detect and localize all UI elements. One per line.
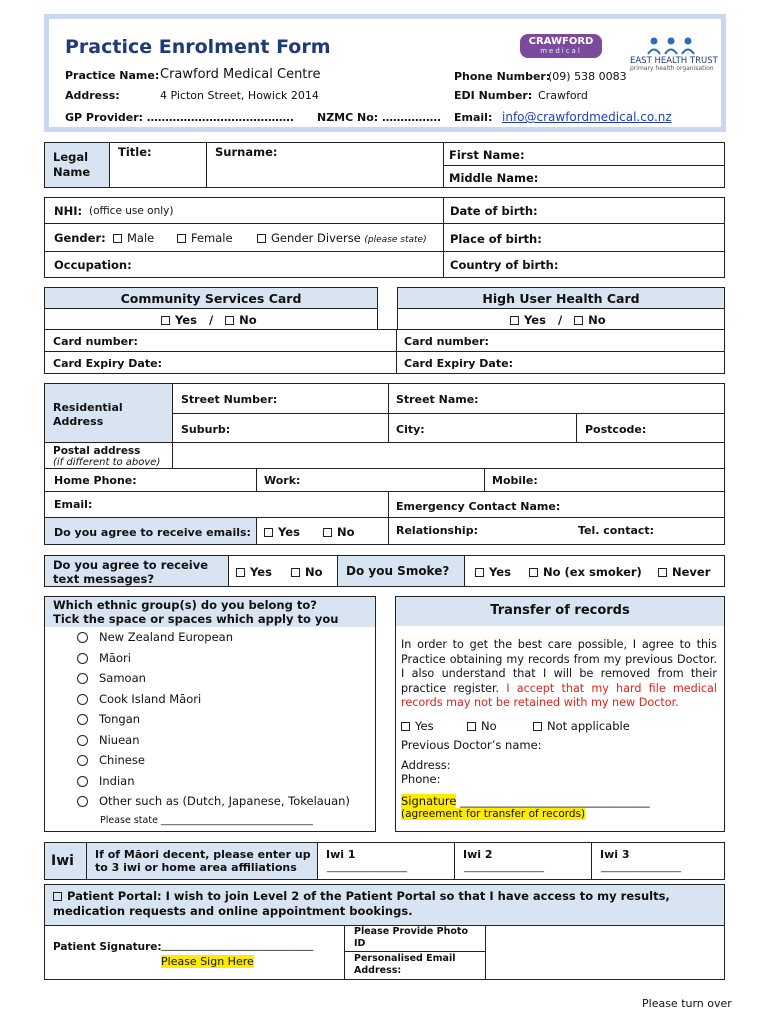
iwi-instruction: If of Māori decent, please enter up to 3 iwi or home area affiliations: [95, 848, 311, 874]
smoke-cell: [337, 555, 465, 587]
texts-yes-label: Yes: [250, 565, 272, 579]
smoke-no-ex-checkbox[interactable]: [529, 568, 538, 577]
previous-doctor-address-label: Address:: [401, 758, 451, 772]
hu-yes-no: [510, 313, 606, 327]
iwi3-field[interactable]: [591, 842, 725, 880]
nhi-label: NHI:: [54, 204, 83, 218]
csc-yes-no-row: [44, 308, 378, 330]
city-label: City:: [396, 423, 425, 436]
iwi-label: Iwi: [51, 853, 74, 869]
phone-value: (09) 538 0083: [548, 70, 627, 83]
texts-yes-option[interactable]: [236, 565, 272, 579]
hu-title: High User Health Card: [482, 291, 640, 306]
hu-yes-checkbox[interactable]: [510, 316, 519, 325]
ethnic-radio-3[interactable]: [77, 694, 88, 705]
iwi-instruction-cell: [86, 842, 318, 880]
texts-no-option[interactable]: [291, 565, 323, 579]
title-field[interactable]: [109, 142, 207, 188]
nhi-note: (office use only): [89, 205, 174, 217]
portal-text-content: Patient Portal: I wish to join Level 2 of the Patient Portal so that I have access to my results, medication requests and online appointment bookings.: [53, 889, 670, 918]
emails-yes-label: Yes: [278, 525, 300, 539]
iwi3-label: Iwi 3: [600, 848, 630, 861]
relationship-field[interactable]: [388, 517, 725, 545]
female-checkbox[interactable]: [177, 234, 186, 243]
iwi2-line: ________________: [464, 862, 544, 873]
middle-name-label: Middle Name:: [449, 171, 539, 185]
texts-yes-checkbox[interactable]: [236, 568, 245, 577]
pob-label: Place of birth:: [450, 232, 542, 246]
signature-label: Signature: [401, 794, 457, 808]
patient-signature-label: Patient Signature:: [53, 941, 162, 953]
texts-no-checkbox[interactable]: [291, 568, 300, 577]
mobile-field[interactable]: [484, 468, 725, 492]
smoke-never-checkbox[interactable]: [658, 568, 667, 577]
ethnic-radio-4[interactable]: [77, 714, 88, 725]
csc-yes-checkbox[interactable]: [161, 316, 170, 325]
postcode-label: Postcode:: [585, 423, 647, 436]
logo-subtext: medical: [540, 47, 582, 55]
male-checkbox[interactable]: [113, 234, 122, 243]
transfer-no-option[interactable]: [467, 719, 497, 733]
ethnic-radio-5[interactable]: [77, 735, 88, 746]
smoke-options: [464, 555, 725, 587]
ethnic-option-2: Samoan: [99, 671, 146, 685]
dob-label: Date of birth:: [450, 204, 538, 218]
ethnic-please-state[interactable]: Please state ________________________________: [100, 815, 313, 826]
legal-name-label: Legal Name: [53, 150, 91, 179]
ethnic-option-8: Other such as (Dutch, Japanese, Tokelauan): [99, 794, 350, 808]
address-value: 4 Picton Street, Howick 2014: [160, 89, 319, 102]
ethnic-option-6: Chinese: [99, 753, 145, 767]
iwi3-line: ________________: [601, 862, 681, 873]
transfer-no-label: No: [481, 719, 497, 733]
phone-label: Phone Number:: [454, 70, 551, 83]
female-option[interactable]: [177, 231, 233, 245]
photo-id-label: Please Provide Photo ID: [354, 926, 468, 949]
texts-no-label: No: [305, 565, 323, 579]
country-field[interactable]: [443, 251, 725, 278]
previous-doctor-label: Previous Doctor’s name:: [401, 738, 542, 752]
country-label: Country of birth:: [450, 258, 559, 272]
email-field[interactable]: [44, 491, 389, 518]
previous-doctor-phone-label: Phone:: [401, 772, 441, 786]
occupation-label: Occupation:: [54, 258, 132, 272]
ethnic-option-4: Tongan: [99, 712, 141, 726]
smoke-yes-option[interactable]: [475, 565, 511, 579]
male-option[interactable]: [113, 231, 154, 245]
ethnic-option-0: New Zealand European: [99, 630, 234, 644]
female-label: Female: [191, 231, 233, 245]
title-label: Title:: [118, 145, 152, 159]
ethnic-radio-1[interactable]: [77, 653, 88, 664]
east-health-logo-icon: [646, 36, 696, 56]
csc-card-number-label: Card number:: [53, 335, 138, 348]
form-title: Practice Enrolment Form: [65, 36, 331, 58]
agree-texts-label: Do you agree to receive text messages?: [53, 558, 209, 586]
postal-label: Postal address: [53, 445, 141, 457]
street-number-label: Street Number:: [181, 393, 278, 406]
agreement-note: (agreement for transfer of records): [401, 808, 586, 820]
gender-row: [44, 223, 444, 252]
edi-value: Crawford: [538, 89, 588, 102]
street-name-label: Street Name:: [396, 393, 479, 406]
ethnic-option-3: Cook Island Māori: [99, 692, 202, 706]
ethnic-option-7: Indian: [99, 774, 135, 788]
ethnic-radio-2[interactable]: [77, 673, 88, 684]
work-phone-label: Work:: [264, 474, 301, 487]
emails-yes-checkbox[interactable]: [264, 528, 273, 537]
portal-checkbox[interactable]: [53, 892, 62, 901]
gender-diverse-option[interactable]: [257, 231, 427, 245]
csc-no-checkbox[interactable]: [225, 316, 234, 325]
emails-no-option[interactable]: [323, 525, 355, 539]
transfer-no-checkbox[interactable]: [467, 722, 476, 731]
nhi-field[interactable]: [44, 197, 444, 224]
portal-cell: [44, 884, 725, 926]
personal-email-cell: [344, 951, 486, 980]
iwi1-label: Iwi 1: [326, 848, 356, 861]
agree-texts-cell: [44, 555, 229, 587]
home-phone-label: Home Phone:: [54, 474, 137, 487]
transfer-na-label: Not applicable: [547, 719, 630, 733]
agree-emails-options: [256, 517, 389, 545]
smoke-label: Do you Smoke?: [346, 564, 450, 578]
address-label: Address:: [65, 89, 120, 102]
street-name-field[interactable]: [388, 383, 725, 414]
csc-yes-no: [161, 313, 257, 327]
pob-field[interactable]: [443, 223, 725, 252]
surname-field[interactable]: [206, 142, 444, 188]
gender-diverse-label: Gender Diverse: [271, 231, 361, 245]
east-health-logo-subtext: primary health organisation: [630, 65, 714, 72]
edi-label: EDI Number:: [454, 89, 533, 102]
male-label: Male: [127, 231, 155, 245]
gender-diverse-checkbox[interactable]: [257, 234, 266, 243]
surname-label: Surname:: [215, 145, 278, 159]
logo-text: CRAWFORD: [528, 36, 594, 47]
practice-name-value: Crawford Medical Centre: [160, 67, 321, 82]
middle-name-field[interactable]: [443, 165, 725, 188]
transfer-na-checkbox[interactable]: [533, 722, 542, 731]
csc-card-number[interactable]: [44, 329, 725, 352]
smoke-yes-checkbox[interactable]: [475, 568, 484, 577]
transfer-body-text: In order to get the best care possible, I agree to this Practice obtaining my records from my previous Doctor. I also understand that I will be removed from their practice register.: [401, 638, 717, 695]
hu-yes-label: Yes: [524, 313, 546, 327]
email-field-label: Email:: [54, 498, 93, 511]
personal-email-label: Personalised Email Address:: [354, 953, 456, 976]
occupation-field[interactable]: [44, 251, 444, 278]
mobile-label: Mobile:: [492, 474, 538, 487]
transfer-na-option[interactable]: [533, 719, 630, 733]
hu-no-label: No: [588, 313, 606, 327]
transfer-title: Transfer of records: [490, 603, 630, 618]
email-label: Email:: [454, 111, 493, 124]
emails-no-checkbox[interactable]: [323, 528, 332, 537]
hu-yes-no-row: [397, 308, 725, 330]
smoke-no-ex-label: No (ex smoker): [543, 565, 642, 579]
suburb-label: Suburb:: [181, 423, 231, 436]
agree-emails-label: Do you agree to receive emails:: [54, 526, 251, 539]
csc-title: Community Services Card: [120, 291, 302, 306]
first-name-label: First Name:: [449, 148, 525, 162]
residential-cell: [44, 383, 173, 443]
gp-provider: GP Provider: ………………………………….: [65, 111, 295, 124]
residential-label: Residential Address: [53, 401, 123, 428]
postal-divider: [172, 442, 173, 469]
iwi1-field[interactable]: [317, 842, 455, 880]
emergency-contact-label: Emergency Contact Name:: [396, 500, 561, 513]
iwi2-label: Iwi 2: [463, 848, 493, 861]
ethnic-option-1: Māori: [99, 651, 131, 665]
ethnic-radio-0[interactable]: [77, 632, 88, 643]
first-name-field[interactable]: [443, 142, 725, 166]
smoke-no-ex-option[interactable]: [529, 565, 642, 579]
please-turn-over: Please turn over: [642, 997, 732, 1010]
ethnic-option-5: Niuean: [99, 733, 140, 747]
iwi-label-cell: [44, 842, 87, 880]
please-sign-here: Please Sign Here: [161, 955, 254, 968]
dob-field[interactable]: [443, 197, 725, 224]
crawford-logo: [520, 34, 602, 58]
relationship-label: Relationship:: [396, 524, 478, 537]
emergency-contact-field[interactable]: [388, 491, 725, 518]
transfer-yes-option[interactable]: [401, 719, 434, 733]
gender-label: Gender:: [54, 231, 106, 245]
suburb-field[interactable]: [172, 413, 389, 443]
please-state-note: (please state): [364, 235, 427, 245]
nzmc-number: NZMC No: …………….: [317, 111, 442, 124]
ethnic-radio-8[interactable]: [77, 796, 88, 807]
iwi2-field[interactable]: [454, 842, 592, 880]
smoke-never-label: Never: [672, 565, 711, 579]
legal-name-cell: [44, 142, 110, 188]
transfer-yes-checkbox[interactable]: [401, 722, 410, 731]
hu-card-number-label: Card number:: [404, 335, 489, 348]
transfer-yes-label: Yes: [415, 719, 434, 733]
patient-signature-line: _____________________________: [161, 939, 314, 951]
hu-card-expiry-label: Card Expiry Date:: [404, 357, 513, 370]
smoke-never-option[interactable]: [658, 565, 710, 579]
csc-yes-label: Yes: [175, 313, 197, 327]
work-phone-field[interactable]: [256, 468, 485, 492]
csc-no-label: No: [239, 313, 257, 327]
texts-options: [228, 555, 338, 587]
iwi1-line: ________________: [327, 862, 407, 873]
home-phone-field[interactable]: [44, 468, 257, 492]
transfer-body-warning: I accept that my hard file medical records may not be retained with my new Doctor.: [401, 681, 718, 709]
practice-name-label: Practice Name:: [65, 69, 160, 82]
ethnic-radio-7[interactable]: [77, 776, 88, 787]
csc-header: [44, 287, 378, 309]
smoke-yes-label: Yes: [489, 565, 511, 579]
portal-blank-field[interactable]: [485, 925, 725, 980]
emails-no-label: No: [337, 525, 355, 539]
photo-id-cell: [344, 925, 486, 952]
agree-emails-cell: [44, 517, 257, 545]
east-health-logo-text: EAST HEALTH TRUST: [630, 56, 718, 66]
csc-card-expiry-label: Card Expiry Date:: [53, 357, 162, 370]
patient-signature-field[interactable]: [44, 925, 345, 980]
ethnic-question: Which ethnic group(s) do you belong to? Tick the space or spaces which apply to you: [53, 598, 339, 626]
email-link[interactable]: info@crawfordmedical.co.nz: [502, 110, 672, 124]
transfer-body: [401, 638, 717, 711]
postcode-field[interactable]: [576, 413, 725, 443]
hu-no-checkbox[interactable]: [574, 316, 583, 325]
hu-slash: /: [557, 313, 563, 327]
csc-slash: /: [208, 313, 214, 327]
hu-header: [397, 287, 725, 309]
postal-note: (if different to above): [53, 457, 161, 468]
signature-line: _________________________________: [456, 794, 650, 808]
street-number-field[interactable]: [172, 383, 389, 414]
city-field[interactable]: [388, 413, 577, 443]
portal-text: [53, 889, 718, 919]
ethnic-radio-6[interactable]: [77, 755, 88, 766]
tel-contact-label: Tel. contact:: [578, 524, 655, 537]
emails-yes-option[interactable]: [264, 525, 300, 539]
transfer-signature[interactable]: [401, 794, 650, 808]
